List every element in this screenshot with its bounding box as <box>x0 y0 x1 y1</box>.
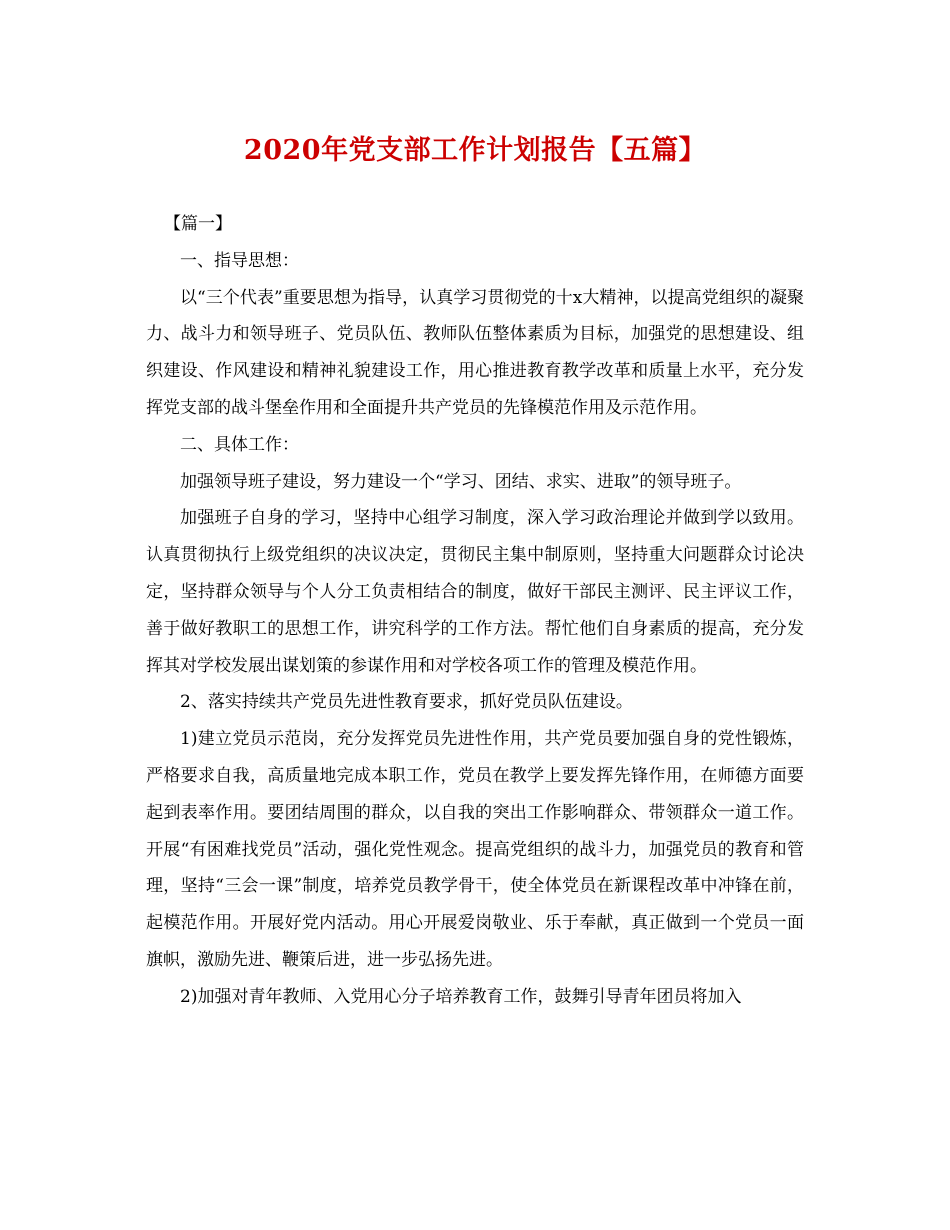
heading-specific-work: 二、具体工作： <box>180 434 299 455</box>
document-title: 2020年党支部工作计划报告【五篇】 <box>243 135 707 166</box>
paragraph-guiding-ideology: 以“三个代表”重要思想为指导，认真学习贯彻党的十x大精神，以提高党组织的凝聚力、战斗力和领导班子、党员队伍、教师队伍整体素质为目标，加强党的思想建设、组织建设、作风建设和精神礼貌建设工作，用心推进教育教学改革和质量上水平，充分发挥党支部的战斗堡垒作用和全面提升共产党员的先锋模范作用及示范作用。 <box>146 287 804 418</box>
paragraph-team-study: 加强班子自身的学习，坚持中心组学习制度，深入学习政治理论并做到学以致用。认真贯彻执行上级党组织的决议决定，贯彻民主集中制原则，坚持重大问题群众讨论决定，坚持群众领导与个人分工负责相结合的制度，做好干部民主测评、民主评议工作，善于做好教职工的思想工作，讲究科学的工作方法。帮忙他们自身素质的提高，充分发挥其对学校发展出谋划策的参谋作用和对学校各项工作的管理及模范作用。 <box>146 508 804 676</box>
paragraph-leadership-team: 加强领导班子建设，努力建设一个“学习、团结、求实、进取”的领导班子。 <box>180 471 742 492</box>
paragraph-young-teachers: 2)加强对青年教师、入党用心分子培养教育工作，鼓舞引导青年团员将加入 <box>180 986 742 1007</box>
paragraph-model-post: 1)建立党员示范岗，充分发挥党员先进性作用，共产党员要加强自身的党性锻炼，严格要求自我，高质量地完成本职工作，党员在教学上要发挥先锋作用，在师德方面要起到表率作用。要团结周围的群众，以自我的突出工作影响群众、带领群众一道工作。开展“有困难找党员”活动，强化党性观念。提高党组织的战斗力，加强党员的教育和管理，坚持“三会一课”制度，培养党员教学骨干，使全体党员在新课程改革中冲锋在前，起模范作用。开展好党内活动。用心开展爱岗敬业、乐于奉献，真正做到一个党员一面旗帜，激励先进、鞭策后进，进一步弘扬先进。 <box>146 729 804 970</box>
section-heading-part-one: 【篇一】 <box>164 214 232 234</box>
document-body <box>146 206 804 1016</box>
paragraph-member-education: 2、落实持续共产党员先进性教育要求，抓好党员队伍建设。 <box>180 692 633 713</box>
heading-guiding-ideology: 一、指导思想： <box>180 250 299 271</box>
